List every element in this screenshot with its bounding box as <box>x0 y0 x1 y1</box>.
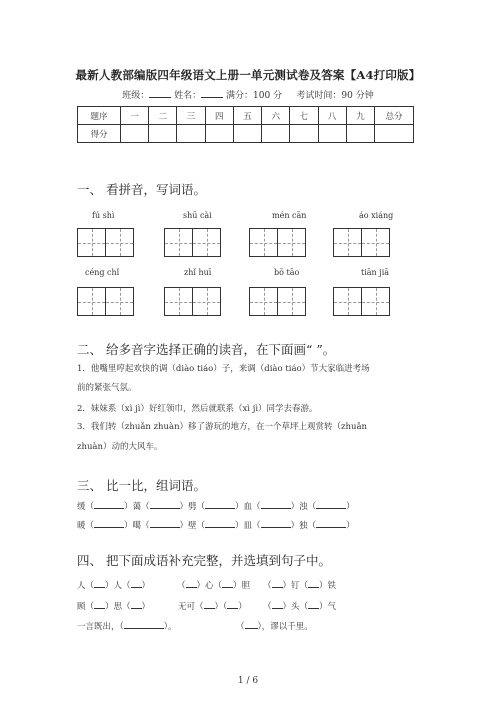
answer-blank[interactable] <box>186 578 197 588</box>
score-cell[interactable] <box>177 125 205 143</box>
tian-cell[interactable] <box>277 228 306 257</box>
page-title: 最新人教部编版四年级语文上册一单元测试卷及答案【A4打印版】 <box>75 68 421 82</box>
idiom-text: 人（ <box>77 581 95 591</box>
idiom-text: （ <box>263 581 272 591</box>
score-row-label: 得分 <box>78 125 121 143</box>
tian-cell[interactable] <box>164 228 193 257</box>
score-table-score-row <box>78 125 414 143</box>
score-header-cell: 二 <box>149 107 177 125</box>
score-cell[interactable] <box>318 125 346 143</box>
compare-char: ）劈（ <box>179 502 206 512</box>
tian-cell[interactable] <box>164 287 193 316</box>
idiom-text: ） <box>141 602 151 612</box>
score-header-cell: 六 <box>262 107 290 125</box>
section3-heading: 三、 比一比，组词语。 <box>77 478 206 493</box>
idiom-row <box>178 599 247 612</box>
idiom-row <box>263 599 336 612</box>
idiom-text: ）铁 <box>319 581 337 591</box>
answer-blank[interactable] <box>150 499 180 509</box>
idiom-row <box>77 599 150 612</box>
score-header-cell: 四 <box>205 107 233 125</box>
idiom-text: ）胆 <box>233 581 251 591</box>
compare-char: ）独（ <box>290 521 317 531</box>
sentence-text: 一言既出，（ <box>77 622 124 632</box>
compare-char: 暖（ <box>77 521 95 531</box>
idiom-text: （ <box>263 602 272 612</box>
tian-cell[interactable] <box>361 287 390 316</box>
score-cell[interactable] <box>262 125 290 143</box>
idiom-text: ）头（ <box>282 602 309 612</box>
writing-grid[interactable] <box>333 287 389 316</box>
score-header-cell: 七 <box>290 107 318 125</box>
compare-char: ）浊（ <box>290 502 317 512</box>
name-label: 姓名： <box>174 91 202 101</box>
pinyin-label: áo xiáng <box>359 211 394 220</box>
score-cell[interactable] <box>346 125 374 143</box>
answer-blank[interactable] <box>272 578 283 588</box>
score-cell[interactable] <box>290 125 318 143</box>
writing-grid[interactable] <box>249 287 305 316</box>
tian-cell[interactable] <box>192 287 221 316</box>
exam-time-text: 考试时间：90 分钟 <box>296 91 374 101</box>
idiom-text: ）思（ <box>105 602 131 612</box>
writing-grid[interactable] <box>77 228 133 257</box>
compare-char: ）蔼（ <box>124 502 150 512</box>
score-header-cell: 三 <box>177 107 205 125</box>
answer-blank[interactable] <box>205 518 235 528</box>
writing-grid[interactable] <box>164 287 220 316</box>
compare-char: 缓（ <box>77 502 95 512</box>
answer-blank[interactable] <box>272 599 283 609</box>
compare-row <box>77 499 355 512</box>
sentence-row <box>236 619 313 632</box>
idiom-text: ） <box>141 581 151 591</box>
tian-cell[interactable] <box>333 287 362 316</box>
compare-char: ） <box>346 521 355 531</box>
compare-char: ）壁（ <box>179 521 206 531</box>
page-number: 1 / 6 <box>237 676 259 686</box>
answer-blank[interactable] <box>261 499 291 509</box>
idiom-text: ）人（ <box>105 581 131 591</box>
pinyin-label: zhǐ huī <box>184 268 212 277</box>
answer-blank[interactable] <box>150 518 180 528</box>
answer-blank[interactable] <box>94 599 105 609</box>
question-line: 1．他嘴里哼起欢快的调（diào tiáo）子，来调（diào tiáo）节大家临进考场 <box>77 364 370 374</box>
name-blank[interactable] <box>201 88 223 98</box>
score-header-cell: 五 <box>233 107 261 125</box>
section4-heading: 四、 把下面成语补充完整，并选填到句子中。 <box>77 553 331 568</box>
answer-blank[interactable] <box>245 619 258 629</box>
idiom-text: ）钉（ <box>282 581 309 591</box>
writing-grid[interactable] <box>164 228 220 257</box>
score-header-cell: 题序 <box>78 107 121 125</box>
tian-cell[interactable] <box>105 287 134 316</box>
idiom-text: ）气 <box>319 602 337 612</box>
compare-row <box>77 518 355 531</box>
question-line: 3．我们转（zhuǎn zhuàn）移了游玩的地方，在一个草坪上观赏转（zhuǎn <box>77 422 368 432</box>
sentence-text: ）。 <box>163 622 177 632</box>
pinyin-label: shū cài <box>183 211 212 220</box>
tian-cell[interactable] <box>277 287 306 316</box>
idiom-text: 无可（ <box>178 602 204 612</box>
section2-heading: 二、 给多音字选择正确的读音，在下面画“ ”。 <box>77 342 336 357</box>
score-header-cell: 八 <box>318 107 346 125</box>
tian-cell[interactable] <box>77 228 106 257</box>
answer-blank[interactable] <box>131 578 142 588</box>
tian-cell[interactable] <box>249 228 278 257</box>
answer-blank[interactable] <box>94 518 124 528</box>
tian-cell[interactable] <box>249 287 278 316</box>
answer-blank[interactable] <box>204 599 215 609</box>
pinyin-label: tiān jiā <box>361 268 390 277</box>
pinyin-label: mén cān <box>272 211 307 220</box>
score-cell[interactable] <box>375 125 414 143</box>
compare-char: ）噶（ <box>124 521 150 531</box>
tian-cell[interactable] <box>192 228 221 257</box>
score-header-cell: 总分 <box>375 107 414 125</box>
writing-grid[interactable] <box>333 228 389 257</box>
pinyin-label: céng chǐ <box>85 268 120 277</box>
idiom-text: （ <box>177 581 186 591</box>
question-line: zhuàn）动的大风车。 <box>77 442 163 452</box>
answer-blank[interactable] <box>205 499 235 509</box>
tian-cell[interactable] <box>105 228 134 257</box>
answer-blank[interactable] <box>124 619 164 629</box>
answer-blank[interactable] <box>227 599 238 609</box>
compare-char: ）血（ <box>235 502 261 512</box>
score-table <box>77 106 414 143</box>
sentence-text: （ <box>236 622 245 632</box>
answer-blank[interactable] <box>94 499 124 509</box>
tian-cell[interactable] <box>77 287 106 316</box>
idiom-text: ） <box>238 602 247 612</box>
score-cell[interactable] <box>149 125 177 143</box>
score-table-header-row <box>78 107 414 125</box>
student-info-line <box>0 88 496 101</box>
answer-blank[interactable] <box>308 578 319 588</box>
full-score-text: 满分：100 分 <box>226 91 283 101</box>
score-header-cell: 一 <box>121 107 149 125</box>
answer-blank[interactable] <box>222 578 233 588</box>
compare-char: ） <box>346 502 355 512</box>
idiom-row <box>263 578 336 591</box>
score-cell[interactable] <box>205 125 233 143</box>
score-cell[interactable] <box>121 125 149 143</box>
question-line: 2．妹妹系（xì jì）好红领巾，然后就联系（xì jì）同学去春游。 <box>77 404 318 414</box>
idiom-row <box>177 578 250 591</box>
answer-blank[interactable] <box>131 599 142 609</box>
idiom-text: ）心（ <box>196 581 223 591</box>
idiom-row <box>77 578 150 591</box>
tian-cell[interactable] <box>333 228 362 257</box>
answer-blank[interactable] <box>316 499 346 509</box>
pinyin-label: bō tāo <box>274 268 300 277</box>
answer-blank[interactable] <box>94 578 105 588</box>
writing-grid[interactable] <box>249 228 305 257</box>
sentence-text: ），谬以千里。 <box>257 622 313 632</box>
section1-heading: 一、 看拼音，写词语。 <box>77 182 206 197</box>
answer-blank[interactable] <box>261 518 291 528</box>
score-header-cell: 九 <box>346 107 374 125</box>
compare-char: ）皿（ <box>235 521 261 531</box>
idiom-text: 顾（ <box>77 602 95 612</box>
answer-blank[interactable] <box>316 518 346 528</box>
score-cell[interactable] <box>233 125 261 143</box>
pinyin-label: fú shì <box>92 211 115 220</box>
writing-grid[interactable] <box>77 287 133 316</box>
answer-blank[interactable] <box>308 599 319 609</box>
class-blank[interactable] <box>149 88 171 98</box>
idiom-text: ）（ <box>214 602 228 612</box>
class-label: 班级： <box>122 91 150 101</box>
sentence-row <box>77 619 177 632</box>
question-line: 前的紧张气氛。 <box>77 383 137 393</box>
tian-cell[interactable] <box>361 228 390 257</box>
